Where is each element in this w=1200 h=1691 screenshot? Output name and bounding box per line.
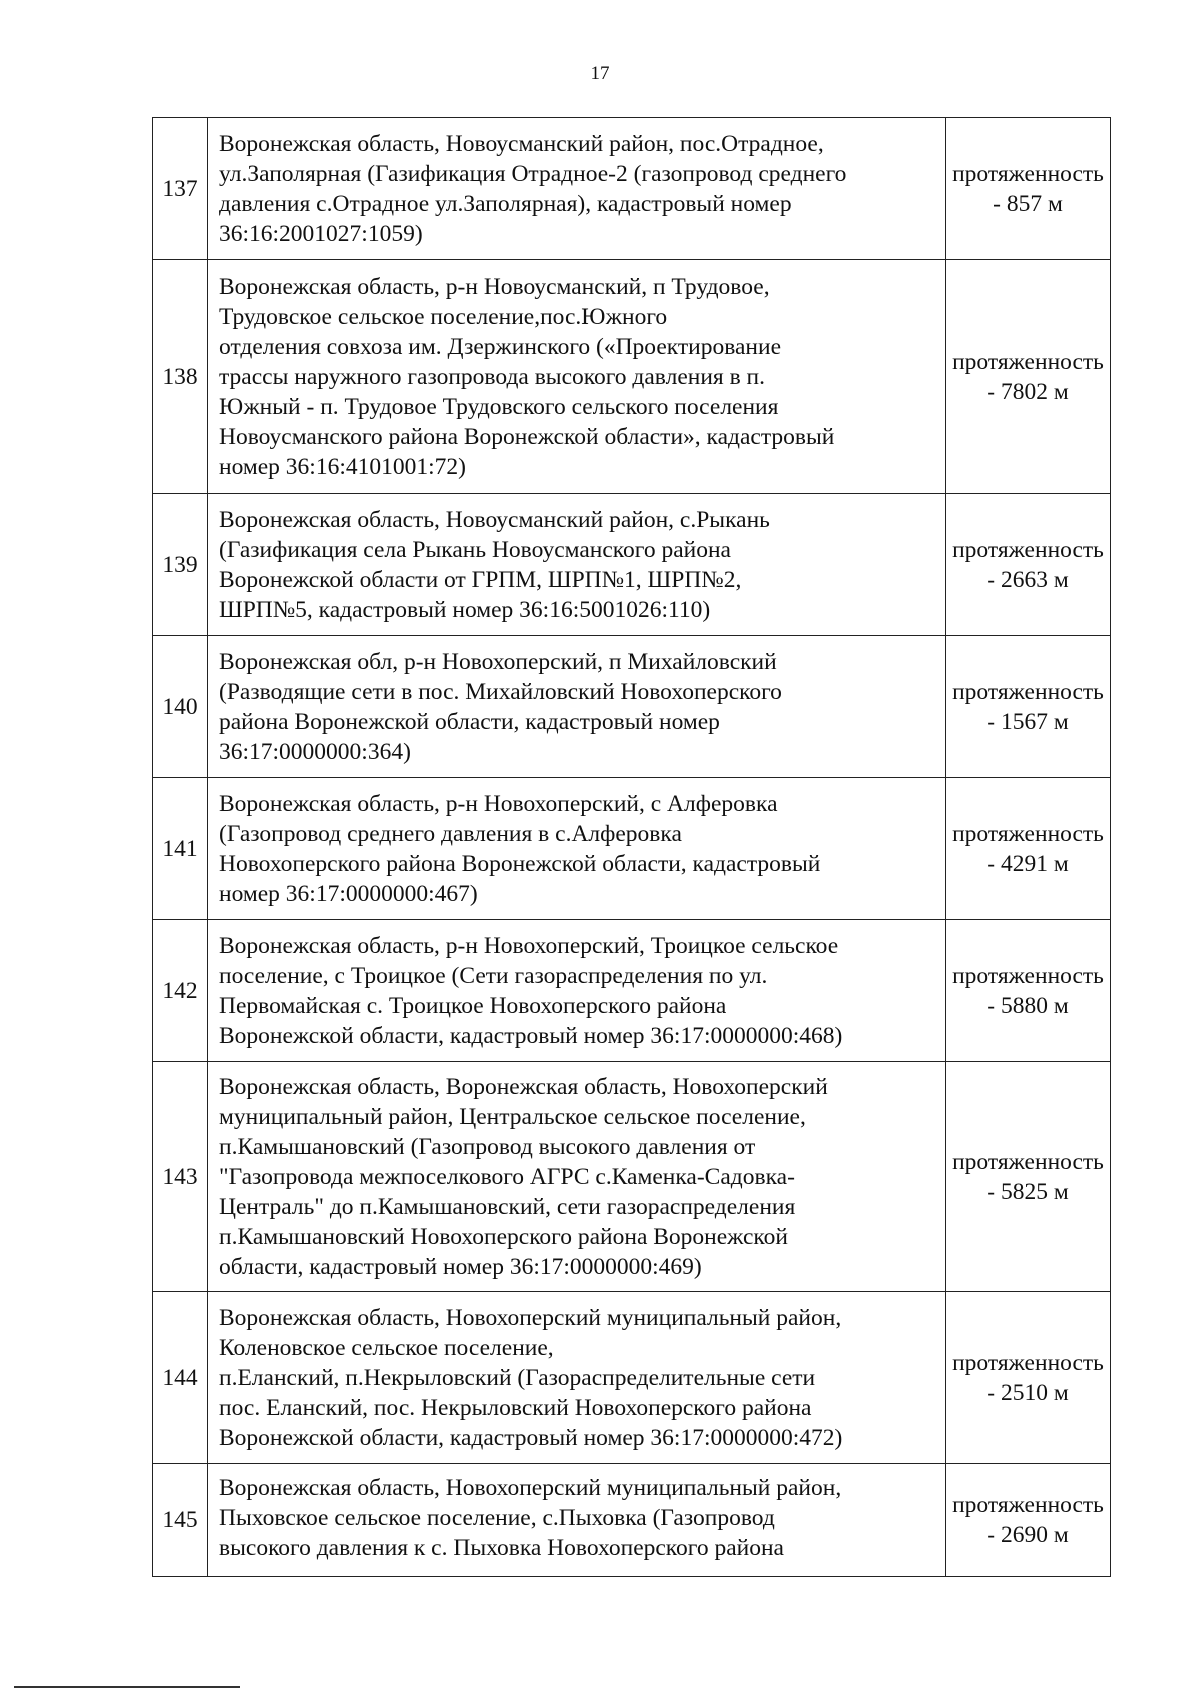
description-line: Воронежская область, Новоусманский район, с.Рыкань: [219, 506, 770, 533]
description-line: Воронежская область, Новохоперский муниципальный район,: [219, 1304, 842, 1331]
object-length: [946, 1062, 1111, 1292]
table-row: [153, 778, 1111, 920]
description-line: Новоусманского района Воронежской области», кадастровый: [219, 423, 835, 450]
description-line: "Газопровода межпоселкового АГРС с.Каменка-Садовка-: [219, 1163, 795, 1190]
description-line: района Воронежской области, кадастровый номер: [219, 708, 720, 735]
object-description: [208, 636, 946, 778]
description-line: Пыховское сельское поселение, с.Пыховка (Газопровод: [219, 1505, 775, 1531]
object-description: [208, 1464, 946, 1577]
description-line: 36:16:2001027:1059): [219, 220, 423, 247]
description-line: Воронежская область, р-н Новохоперский, Троицкое сельское: [219, 932, 839, 959]
table-row: [153, 920, 1111, 1062]
row-number: 140: [153, 636, 208, 778]
object-length: [946, 778, 1111, 920]
description-line: Трудовское сельское поселение,пос.Южного: [219, 303, 668, 330]
page-number: 17: [590, 63, 610, 84]
table-row: [153, 494, 1111, 636]
length-label: протяженность: [952, 536, 1104, 563]
description-line: Воронежская область, Новоусманский район, пос.Отрадное,: [219, 130, 824, 157]
length-value: - 2510 м: [987, 1379, 1069, 1406]
length-label: протяженность: [952, 1492, 1104, 1518]
description-line: Воронежской области, кадастровый номер 36:17:0000000:468): [219, 1022, 843, 1049]
object-length: [946, 636, 1111, 778]
description-line: Воронежская обл, р-н Новохоперский, п Михайловский: [219, 648, 777, 675]
description-line: п.Еланский, п.Некрыловский (Газораспределительные сети: [219, 1364, 816, 1391]
row-number: 142: [153, 920, 208, 1062]
object-description: [208, 778, 946, 920]
description-line: области, кадастровый номер 36:17:0000000:469): [219, 1253, 702, 1280]
row-number: 137: [153, 118, 208, 260]
table-row: [153, 1062, 1111, 1292]
description-line: Воронежская область, Воронежская область, Новохоперский: [219, 1073, 828, 1100]
description-line: ШРП№5, кадастровый номер 36:16:5001026:110): [219, 596, 711, 623]
length-value: - 4291 м: [987, 850, 1069, 877]
length-value: - 2690 м: [987, 1522, 1069, 1548]
object-length: [946, 494, 1111, 636]
length-value: - 5880 м: [987, 992, 1069, 1019]
table-row: [153, 1464, 1111, 1577]
object-length: [946, 118, 1111, 260]
length-label: протяженность: [952, 348, 1104, 375]
description-line: Централь" до п.Камышановский, сети газораспределения: [219, 1193, 796, 1220]
description-line: Воронежская область, р-н Новоусманский, п Трудовое,: [219, 273, 770, 300]
row-number: 138: [153, 260, 208, 494]
table-row: [153, 118, 1111, 260]
description-line: пос. Еланский, пос. Некрыловский Новохоперского района: [219, 1394, 812, 1421]
footer-rule: [14, 1686, 240, 1688]
length-value: - 5825 м: [987, 1178, 1069, 1205]
description-line: (Разводящие сети в пос. Михайловский Новохоперского: [219, 678, 782, 705]
row-number: 143: [153, 1062, 208, 1292]
object-description: [208, 920, 946, 1062]
registry-table: [152, 117, 1111, 1577]
description-line: Новохоперского района Воронежской области, кадастровый: [219, 850, 821, 877]
object-length: [946, 260, 1111, 494]
table-row: [153, 260, 1111, 494]
description-line: номер 36:17:0000000:467): [219, 880, 478, 907]
row-number: 139: [153, 494, 208, 636]
description-line: Воронежская область, Новохоперский муниципальный район,: [219, 1475, 842, 1501]
description-line: Воронежской области, кадастровый номер 36:17:0000000:472): [219, 1424, 843, 1451]
length-label: протяженность: [952, 1148, 1104, 1175]
description-line: ул.Заполярная (Газификация Отрадное-2 (газопровод среднего: [219, 160, 847, 187]
description-line: (Газификация села Рыкань Новоусманского района: [219, 536, 731, 563]
description-line: высокого давления к с. Пыховка Новохоперского района: [219, 1535, 784, 1561]
description-line: отделения совхоза им. Дзержинского («Проектирование: [219, 333, 782, 360]
description-line: Воронежской области от ГРПМ, ШРП№1, ШРП№2,: [219, 566, 742, 593]
length-label: протяженность: [952, 820, 1104, 847]
table-row: [153, 636, 1111, 778]
length-value: - 857 м: [993, 190, 1063, 217]
length-label: протяженность: [952, 1349, 1104, 1376]
length-label: протяженность: [952, 160, 1104, 187]
description-line: поселение, с Троицкое (Сети газораспределения по ул.: [219, 962, 768, 989]
description-line: Первомайская с. Троицкое Новохоперского района: [219, 992, 727, 1019]
row-number: 144: [153, 1292, 208, 1464]
length-label: протяженность: [952, 678, 1104, 705]
object-length: [946, 1292, 1111, 1464]
description-line: давления с.Отрадное ул.Заполярная), кадастровый номер: [219, 190, 792, 217]
description-line: 36:17:0000000:364): [219, 738, 411, 765]
object-description: [208, 494, 946, 636]
object-description: [208, 260, 946, 494]
object-length: [946, 920, 1111, 1062]
length-value: - 1567 м: [987, 708, 1069, 735]
table-row: [153, 1292, 1111, 1464]
object-description: [208, 118, 946, 260]
description-line: Воронежская область, р-н Новохоперский, с Алферовка: [219, 790, 778, 817]
object-description: [208, 1292, 946, 1464]
object-length: [946, 1464, 1111, 1577]
description-line: п.Камышановский (Газопровод высокого давления от: [219, 1133, 756, 1160]
description-line: номер 36:16:4101001:72): [219, 453, 466, 480]
object-description: [208, 1062, 946, 1292]
length-value: - 7802 м: [987, 378, 1069, 405]
row-number: 145: [153, 1464, 208, 1577]
description-line: трассы наружного газопровода высокого давления в п.: [219, 363, 766, 390]
description-line: Южный - п. Трудовое Трудовского сельского поселения: [219, 393, 779, 420]
description-line: (Газопровод среднего давления в с.Алферовка: [219, 820, 682, 847]
description-line: п.Камышановский Новохоперского района Воронежской: [219, 1223, 788, 1250]
length-value: - 2663 м: [987, 566, 1069, 593]
description-line: Коленовское сельское поселение,: [219, 1334, 554, 1361]
registry-table-body: [153, 118, 1111, 1577]
length-label: протяженность: [952, 962, 1104, 989]
description-line: муниципальный район, Центральское сельское поселение,: [219, 1103, 806, 1130]
row-number: 141: [153, 778, 208, 920]
